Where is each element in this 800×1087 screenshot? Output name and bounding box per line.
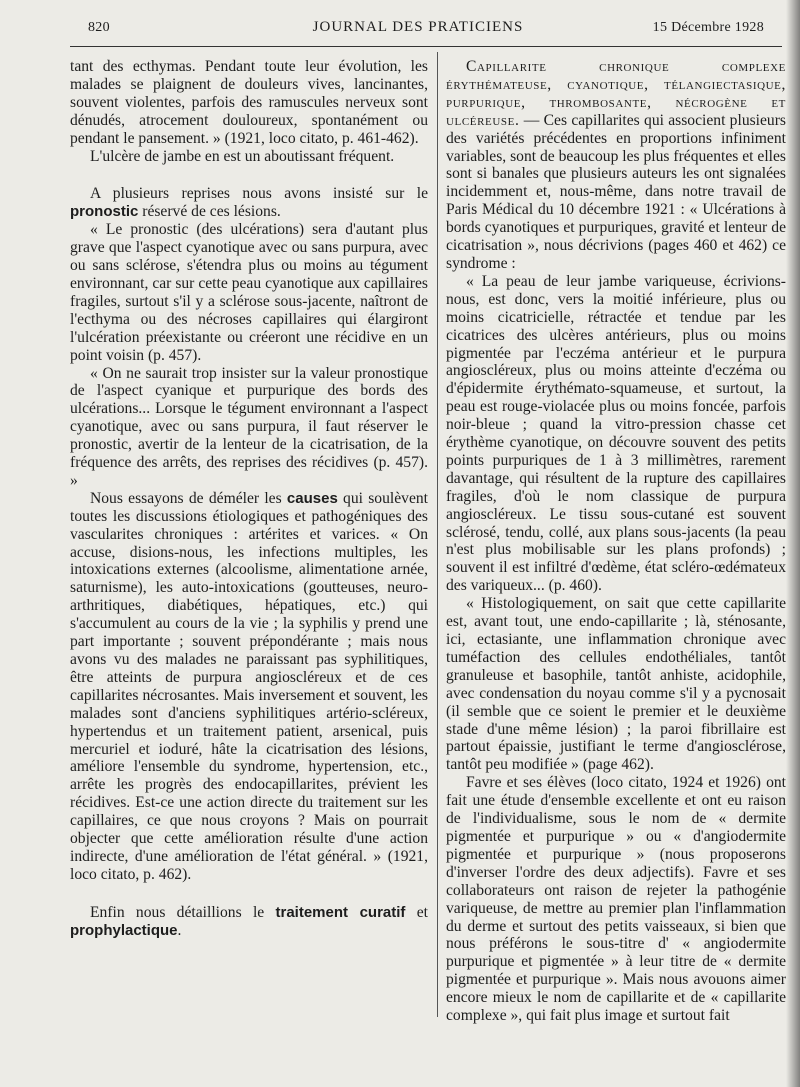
- paragraph: [446, 58, 786, 273]
- paragraph-text: .: [177, 921, 182, 939]
- paragraph: « Le pronostic (des ulcérations) sera d'autant plus grave que l'aspect cyanotique avec ou sans purpura, avec ou sans sclérose, s'étendra plus ou moins au tégument environnant, car sur cette peau cyanotique aux capillaires fragiles, surtout s'il y a sclérose sous-jacente, naîtront de l'ecthyma ou des nécroses capillaires qui élargiront l'ulcération préexistante ou créeront une récidive en un point voisin (p. 457).: [70, 221, 428, 364]
- left-column: [70, 58, 428, 940]
- paragraph: L'ulcère de jambe en est un aboutissant fréquent.: [90, 147, 395, 165]
- paragraph-text: Nous essayons de déméler les: [90, 489, 282, 507]
- paragraph: [70, 490, 428, 884]
- paragraph: « Histologiquement, on sait que cette capillarite est, avant tout, une endo-capillarite ; là, sténosante, ici, ectasiante, une inflammation chronique avec tuméfaction des cellules endothéliales, tantôt granuleuse et basophile, tantôt anhiste, acidophile, avec condensation du noyau comme s'il y a pycnosait (il semble que ce soient le premier et le deuxième stade d'une même lésion) ; la paroi fibrillaire est partout épaissie, justifiant le terme d'angiosclérose, tantôt peu modifiée » (page 462).: [446, 595, 786, 774]
- paragraph: « On ne saurait trop insister sur la valeur pronostique de l'aspect cyanique et purpurique des bords des ulcérations... Lorsque le tégument environnant a l'aspect cyanotique, avec ou sans purpura, il faut réserver le pronostic, avertir de la lenteur de la cicatrisation, de la fréquence des arrêts, des reprises des récidives (p. 457). »: [70, 364, 428, 489]
- section-heading: Capillarite chronique complexe érythémateuse, cyanotique, télangiectasique, purpurique, thrombosante, nécrogène et ulcéreuse.: [446, 58, 786, 129]
- paragraph: [70, 185, 428, 221]
- paragraph: « La peau de leur jambe variqueuse, écrivions-nous, est donc, vers la moitié inférieure, plus ou moins cicatricielle, rétractée et tendue par les cicatrices des ulcères antérieurs, plus ou moins pigmentée par l'eczéma antérieur et le purpura angioscléreux, plus ou moins atteinte d'eczéma ou d'épidermite érythémato-squameuse, et surtout, la peau est rouge-violacée plus ou moins foncée, parfois noir-bleue ; quand la vitro-pression chasse cet érythème cyanotique, on découvre souvent des petits points purpuriques de 1 à 3 millimètres, rarement davantage, qui résultent de la rupture des capillaires fragiles, d'où le nom classique de purpura angioscléreux. Le tissu sous-cutané est souvent sclérosé, tendu, collé, aux plans sous-jacents (la peau n'est plus mobilisable sur les plans profonds) ; souvent il est infiltré d'œdème, état scléro-œdémateux des variqueux... (p. 460).: [446, 272, 786, 595]
- paragraph: Favre et ses élèves (loco citato, 1924 et 1926) ont fait une étude d'ensemble excellente et ont eu raison de l'individualisme, sous le nom de « dermite pigmentée et purpurique » ou « d'angiodermite pigmentée et purpurique » (nous proposerons d'inverser l'ordre des deux adjectifs). Favre et ses collaborateurs ont raison de rejeter la pathogénie variqueuse, de mettre au premier plan l'inflammation du derme et surtout des petits vaisseaux, si bien que nous préférons le sous-titre d' « angiodermite purpurique et pigmentée » à leur titre de « dermite pigmentée et purpurique ». Mais nous avouons aimer encore mieux le nom de capillarite et de « capillarite complexe », qui fait plus image et surtout fait: [446, 774, 786, 1025]
- keyword-prophylactique: prophylactique: [70, 921, 178, 939]
- journal-title: JOURNAL DES PRATICIENS: [312, 19, 524, 35]
- keyword-pronostic: pronostic: [70, 203, 139, 221]
- paragraph-text: réservé de ces lésions.: [142, 203, 281, 221]
- paragraph-text: — Ces capillarites qui associent plusieurs des variétés précédentes en proportions infiniment variables, sont de beaucoup les plus fréquentes et elles sont si banales que plusieurs auteurs les ont signalées incidemment et, nous-même, dans notre travail de Paris Médical du 10 décembre 1921 : « Ulcérations à bords cyanotiques et purpuriques, gravité et lenteur de cicatrisation », nous décrivions (pages 460 et 462) ce syndrome :: [446, 111, 786, 272]
- paragraph-text: qui soulèvent toutes les discussions étiologiques et pathogéniques des vascularites chroniques : artérites et varices. « On accuse, disions-nous, les infections multiples, les intoxications externes (alcoolisme, alimentatione arnée, saturnisme), les auto-intoxications (goutteuses, neuro-arthritiques, diabétiques, hépatiques, etc.) qui s'accumulent au cours de la vie ; la syphilis y prend une part importante ; souvent prépondérante ; mais nous avons vu des malades ne paraissant pas syphilitiques, être atteints de purpura angioscléreux et de ces capillarites nécrosantes. Mais inversement et souvent, les malades sont d'anciens syphilitiques artério-scléreux, hypertendus et un traitement patient, arsenical, puis mercuriel et ioduré, hâte la cicatrisation des lésions, améliore l'ensemble du syndrome, hypertension, etc., arrête les progrès des endocapillarites, prévient les récidives. Est-ce une action directe du traitement sur les capillaires, ce que nous croyons ? Mais on pourrait objecter que cette amélioration résulte d'une action indirecte, d'une amélioration de l'état général. » (1921, loco citato, p. 462).: [70, 489, 428, 883]
- right-column: [446, 58, 786, 1025]
- keyword-causes: causes: [286, 489, 338, 507]
- column-divider: [437, 52, 438, 1017]
- paragraph: [70, 904, 428, 940]
- paragraph-text: Enfin nous détaillions le: [90, 903, 265, 921]
- keyword-traitement-curatif: traitement curatif: [275, 903, 406, 921]
- paragraph: tant des ecthymas. Pendant toute leur évolution, les malades se plaignent de douleurs vives, lancinantes, souvent violentes, parfois des ramuscules nerveux sont dénudés, atrocement douloureux, spontanément ou pendant le pansement. » (1921, loco citato, p. 461-462).: [70, 58, 428, 147]
- issue-date: 15 Décembre 1928: [652, 20, 764, 35]
- page-number: 820: [88, 20, 110, 35]
- page-edge-shadow: [786, 0, 800, 1087]
- header-rule: [70, 46, 782, 47]
- paragraph-text: A plusieurs reprises nous avons insisté sur le: [90, 185, 428, 203]
- running-header: [50, 14, 786, 42]
- paragraph-text: et: [416, 903, 428, 921]
